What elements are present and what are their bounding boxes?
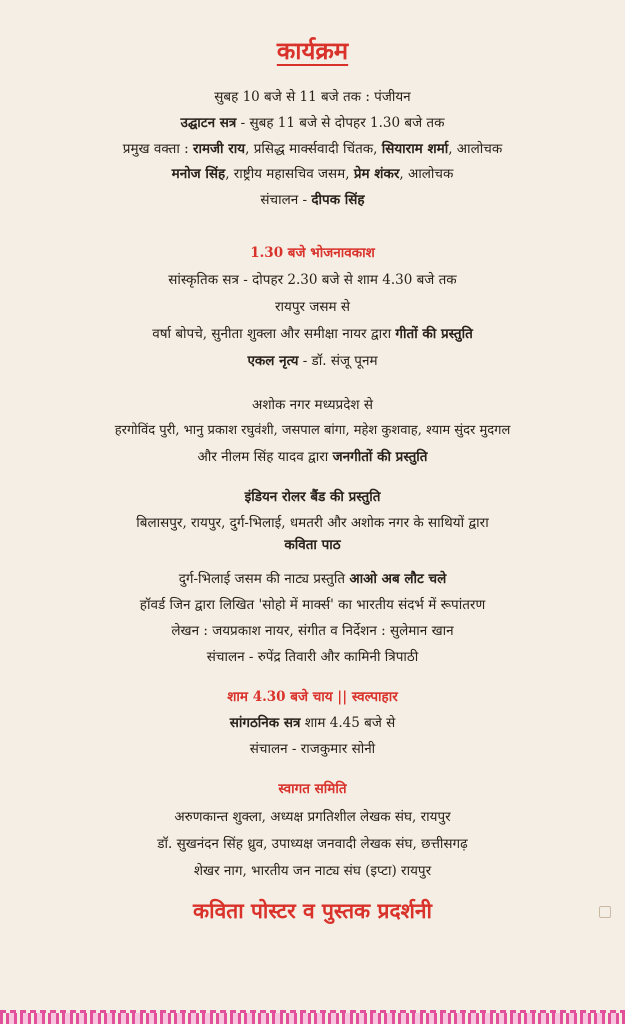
credits-line: लेखन : जयप्रकाश नायर, संगीत व निर्देशन : सुलेमान खान [171,623,454,639]
songs-label: गीतों की प्रस्तुति [395,326,473,342]
poetry-label: कविता पाठ [284,537,341,553]
exhibition-heading: कविता पोस्टर व पुस्तक प्रदर्शनी [193,898,432,923]
adaptation-line: हॉवर्ड जिन द्वारा लिखित 'सोहो में मार्क्स' का भारतीय संदर्भ में रूपांतरण [139,597,486,613]
dance-label: एकल नृत्य [247,353,299,369]
folk-label: जनगीतों की प्रस्तुति [332,449,428,465]
speaker-title: , प्रसिद्ध मार्क्सवादी चिंतक, [245,141,382,157]
decorative-bottom-border [0,1010,625,1024]
ashok-names-line: हरगोविंद पुरी, भानु प्रकाश रघुवंशी, जसपाल बांगा, महेश कुशवाह, श्याम सुंदर मुदगल [114,423,511,438]
dance-line [0,352,625,370]
inaugural-label: उद्घाटन सत्र [180,115,237,131]
play-title: आओ अब लौट चले [349,571,447,587]
welcome-member: शेखर नाग, भारतीय जन नाट्य संघ (इप्टा) रायपुर [193,863,432,879]
poetry-by-line: बिलासपुर, रायपुर, दुर्ग-भिलाई, धमतरी और अशोक नगर के साथियों द्वारा [136,515,489,531]
speaker-name: सियाराम शर्मा [381,141,449,157]
lunch-heading: 1.30 बजे भोजनावकाश [250,245,375,261]
page-title: कार्यक्रम [276,36,349,65]
speaker-name: प्रेम शंकर [353,166,400,182]
host-name: दीपक सिंह [311,192,365,208]
play-troupe: दुर्ग-भिलाई जसम की नाट्य प्रस्तुति [178,571,350,587]
chief-speakers-line [0,140,625,158]
host-line-2: संचालन - रुपेंद्र तिवारी और कामिनी त्रिपाठी [206,649,419,665]
speaker-title: , राष्ट्रीय महासचिव जसम, [225,166,354,182]
ashok-nagar-line: अशोक नगर मध्यप्रदेश से [252,397,373,413]
speaker-name: रामजी राय [192,141,246,157]
speaker-title: , आलोचक [448,141,503,157]
host-line-1 [0,191,625,209]
org-time: शाम 4.45 बजे से [300,715,396,731]
folk-performer: और नीलम सिंह यादव द्वारा [197,449,333,465]
speakers-line-2 [0,165,625,183]
folk-songs-line [0,448,625,466]
welcome-committee-heading: स्वागत समिति [278,781,347,797]
registration-line: सुबह 10 बजे से 11 बजे तक : पंजीयन [214,89,411,105]
dance-performer: - डॉ. संजू पूनम [298,353,378,369]
songs-line [0,325,625,343]
welcome-member: डॉ. सुखनंदन सिंह ध्रुव, उपाध्यक्ष जनवादी लेखक संघ, छत्तीसगढ़ [157,836,468,852]
host-line-3: संचालन - राजकुमार सोनी [249,741,376,757]
songs-performers: वर्षा बोपचे, सुनीता शुक्ला और समीक्षा नायर द्वारा [152,326,396,342]
speaker-title: , आलोचक [399,166,454,182]
play-line [0,570,625,588]
cultural-session-line: सांस्कृतिक सत्र - दोपहर 2.30 बजे से शाम 4.30 बजे तक [168,272,457,288]
org-label: सांगठनिक सत्र [229,715,301,731]
corner-mark [599,906,611,918]
welcome-member: अरुणकान्त शुक्ला, अध्यक्ष प्रगतिशील लेखक संघ, रायपुर [174,809,451,825]
inaugural-time: - सुबह 11 बजे से दोपहर 1.30 बजे तक [236,115,445,131]
inaugural-session-line [0,114,625,132]
tea-heading: शाम 4.30 बजे चाय || स्वल्पाहार [227,689,398,705]
band-line: इंडियन रोलर बैंड की प्रस्तुति [244,489,381,505]
speaker-name: मनोज सिंह [171,166,226,182]
org-session-line [0,714,625,732]
raipur-group-line: रायपुर जसम से [275,299,350,315]
host-lead: संचालन - [260,192,312,208]
speakers-lead: प्रमुख वक्ता : [122,141,193,157]
